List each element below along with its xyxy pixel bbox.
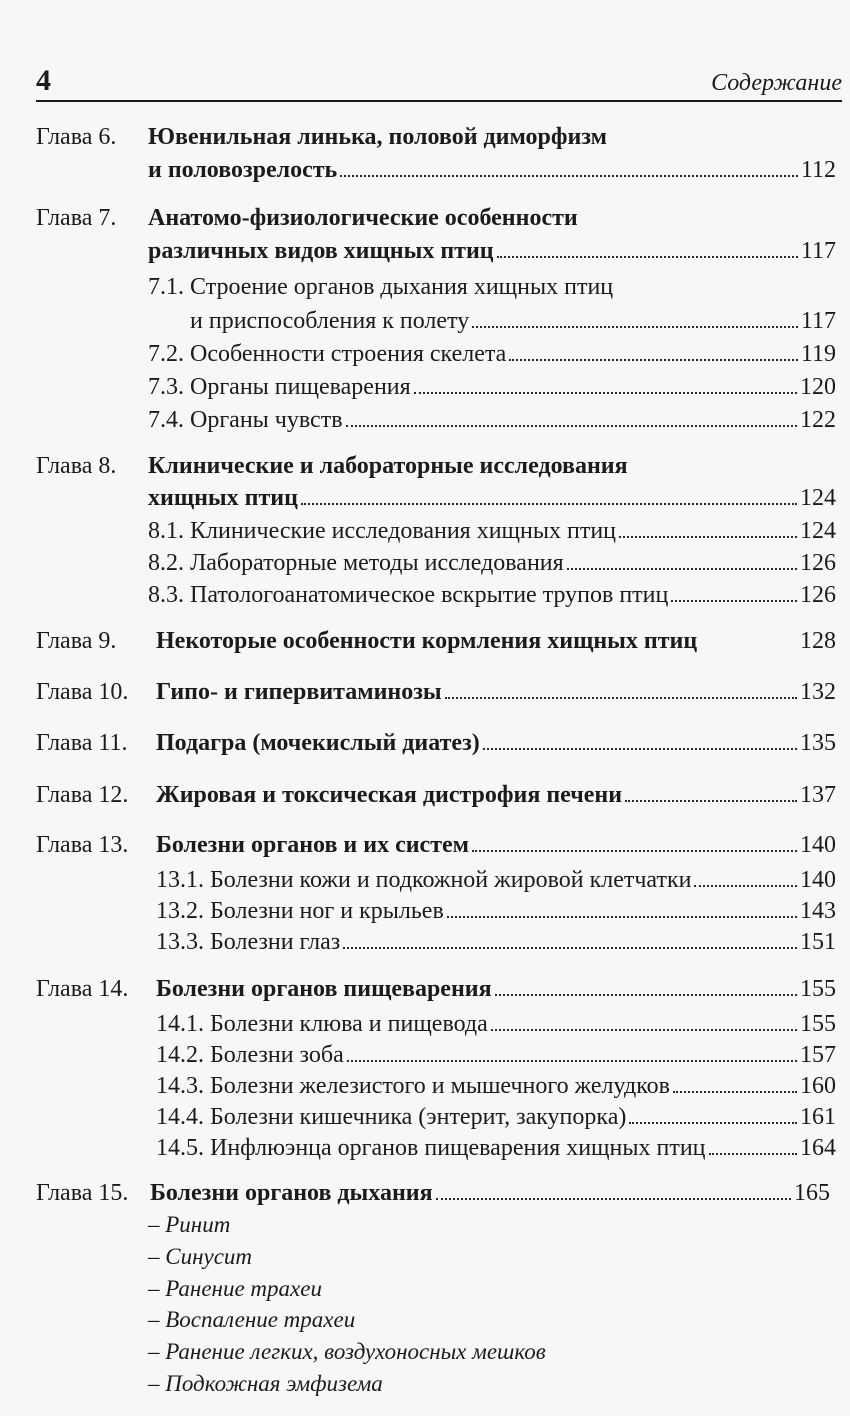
- chapter-label: Глава 9.: [36, 628, 117, 654]
- toc-entry-ch6[interactable]: [148, 155, 836, 185]
- toc-entry-section[interactable]: [156, 865, 836, 895]
- chapter-title: Болезни органов пищеварения: [156, 976, 492, 1002]
- chapter-title-line: различных видов хищных птиц: [148, 238, 494, 264]
- section-title: 14.2. Болезни зоба: [156, 1042, 344, 1068]
- dot-leader: [347, 1060, 797, 1062]
- page-ref: 164: [800, 1135, 836, 1161]
- toc-entry-ch9[interactable]: [156, 626, 836, 656]
- page-ref: 132: [800, 679, 836, 705]
- toc-entry-ch11[interactable]: [156, 728, 836, 758]
- dot-leader: [491, 1029, 797, 1031]
- dot-leader: [625, 800, 797, 802]
- page-ref: 128: [800, 628, 836, 654]
- subtopic-item: – Ранение легких, воздухоносных мешков: [148, 1339, 546, 1364]
- dot-leader: [629, 1122, 797, 1124]
- chapter-title: Жировая и токсическая дистрофия печени: [156, 782, 623, 808]
- toc-entry-ch12[interactable]: [156, 780, 836, 810]
- dot-leader: [694, 885, 797, 887]
- page-ref: 126: [800, 550, 836, 576]
- section-title: 14.4. Болезни кишечника (энтерит, закупорка): [156, 1104, 627, 1130]
- subtopic-item: – Подкожная эмфизема: [148, 1371, 383, 1396]
- dot-leader: [343, 947, 797, 949]
- page-ref: 117: [800, 238, 836, 264]
- dot-leader: [673, 1091, 797, 1093]
- page-number: 4: [36, 64, 51, 97]
- chapter-title-line: Анатомо-физиологические особенности: [148, 205, 578, 231]
- toc-entry-section[interactable]: [190, 306, 836, 336]
- section-title: 14.5. Инфлюэнца органов пищеварения хищных птиц: [156, 1135, 706, 1161]
- page-ref: 157: [800, 1042, 836, 1068]
- toc-entry-section[interactable]: [148, 339, 836, 369]
- section-title: 13.3. Болезни глаз: [156, 929, 341, 955]
- section-title: и приспособления к полету: [190, 308, 470, 334]
- toc-entry-section[interactable]: [156, 1071, 836, 1101]
- dot-leader: [483, 748, 797, 750]
- dot-leader: [301, 503, 797, 505]
- toc-entry-ch10[interactable]: [156, 677, 836, 707]
- page-ref: 155: [800, 976, 836, 1002]
- page-ref: 160: [800, 1073, 836, 1099]
- dot-leader: [340, 175, 798, 177]
- dot-leader: [709, 1153, 797, 1155]
- section-title: 8.2. Лабораторные методы исследования: [148, 550, 564, 576]
- chapter-title-line: Ювенильная линька, половой диморфизм: [148, 124, 607, 150]
- toc-entry-section[interactable]: [148, 580, 836, 610]
- chapter-title: Подагра (мочекислый диатез): [156, 730, 480, 756]
- section-title: 8.1. Клинические исследования хищных птиц: [148, 518, 617, 544]
- section-title-line: 7.1. Строение органов дыхания хищных птиц: [148, 274, 614, 300]
- toc-entry-section[interactable]: [148, 405, 836, 435]
- toc-entry-ch13[interactable]: [156, 830, 836, 860]
- dot-leader: [497, 256, 798, 258]
- toc-entry-ch7[interactable]: [148, 236, 836, 266]
- chapter-label: Глава 10.: [36, 679, 129, 705]
- chapter-label: Глава 15.: [36, 1180, 129, 1206]
- toc-entry-ch8[interactable]: [148, 483, 836, 513]
- page-ref: 140: [800, 832, 836, 858]
- subtopic-item: – Ранение трахеи: [148, 1276, 322, 1301]
- toc-entry-section[interactable]: [156, 1102, 836, 1132]
- section-title: 13.2. Болезни ног и крыльев: [156, 898, 444, 924]
- page-ref: 155: [800, 1011, 836, 1037]
- chapter-label: Глава 6.: [36, 124, 117, 150]
- toc-entry-section[interactable]: [156, 1040, 836, 1070]
- dot-leader: [671, 600, 797, 602]
- toc-entry-section[interactable]: [148, 548, 836, 578]
- dot-leader: [436, 1198, 791, 1200]
- page-ref: 140: [800, 867, 836, 893]
- section-title: 14.3. Болезни железистого и мышечного желудков: [156, 1073, 671, 1099]
- dot-leader: [445, 697, 797, 699]
- chapter-label: Глава 13.: [36, 832, 129, 858]
- page-ref: 120: [800, 374, 836, 400]
- toc-entry-section[interactable]: [156, 1133, 836, 1163]
- section-title: 7.2. Особенности строения скелета: [148, 341, 507, 367]
- section-title: 14.1. Болезни клюва и пищевода: [156, 1011, 488, 1037]
- toc-entry-section[interactable]: [148, 372, 836, 402]
- dot-leader: [509, 359, 798, 361]
- toc-entry-ch15[interactable]: [150, 1178, 830, 1208]
- chapter-title: Болезни органов дыхания: [150, 1180, 433, 1206]
- toc-entry-section[interactable]: [156, 896, 836, 926]
- dot-leader: [472, 326, 798, 328]
- subtopic-item: – Ринит: [148, 1212, 231, 1237]
- page-ref: 112: [800, 157, 836, 183]
- toc-entry-section[interactable]: [148, 516, 836, 546]
- page-ref: 161: [800, 1104, 836, 1130]
- running-head: Содержание: [711, 70, 842, 96]
- page-ref: 124: [800, 518, 836, 544]
- page-ref: 117: [800, 308, 836, 334]
- section-title: 13.1. Болезни кожи и подкожной жировой клетчатки: [156, 867, 692, 893]
- chapter-label: Глава 8.: [36, 453, 117, 479]
- section-title: 7.4. Органы чувств: [148, 407, 343, 433]
- chapter-title: Некоторые особенности кормления хищных птиц: [156, 628, 698, 654]
- dot-leader: [495, 994, 797, 996]
- subtopic-item: – Воспаление трахеи: [148, 1307, 356, 1332]
- page-ref: 126: [800, 582, 836, 608]
- section-title: 8.3. Патологоанатомическое вскрытие трупов птиц: [148, 582, 669, 608]
- chapter-title-line: и половозрелость: [148, 157, 338, 183]
- chapter-title-line: хищных птиц: [148, 485, 298, 511]
- page-ref: 151: [800, 929, 836, 955]
- dot-leader: [567, 568, 797, 570]
- chapter-label: Глава 14.: [36, 976, 129, 1002]
- page-ref: 124: [800, 485, 836, 511]
- dot-leader: [619, 536, 797, 538]
- chapter-label: Глава 12.: [36, 782, 129, 808]
- chapter-title: Гипо- и гипервитаминозы: [156, 679, 442, 705]
- dot-leader: [414, 392, 797, 394]
- toc-entry-section[interactable]: [156, 927, 836, 957]
- page-ref: 165: [794, 1180, 830, 1206]
- chapter-title-line: Клинические и лабораторные исследования: [148, 453, 628, 479]
- section-title: 7.3. Органы пищеварения: [148, 374, 411, 400]
- dot-leader: [346, 425, 797, 427]
- chapter-label: Глава 11.: [36, 730, 128, 756]
- dot-leader: [447, 916, 797, 918]
- toc-entry-section[interactable]: [156, 1009, 836, 1039]
- page-ref: 143: [800, 898, 836, 924]
- page-ref: 137: [800, 782, 836, 808]
- subtopic-item: – Синусит: [148, 1244, 253, 1269]
- page-ref: 122: [800, 407, 836, 433]
- dot-leader: [472, 850, 797, 852]
- page-ref: 135: [800, 730, 836, 756]
- page-ref: 119: [800, 341, 836, 367]
- toc-entry-ch14[interactable]: [156, 974, 836, 1004]
- chapter-title: Болезни органов и их систем: [156, 832, 469, 858]
- chapter-label: Глава 7.: [36, 205, 117, 231]
